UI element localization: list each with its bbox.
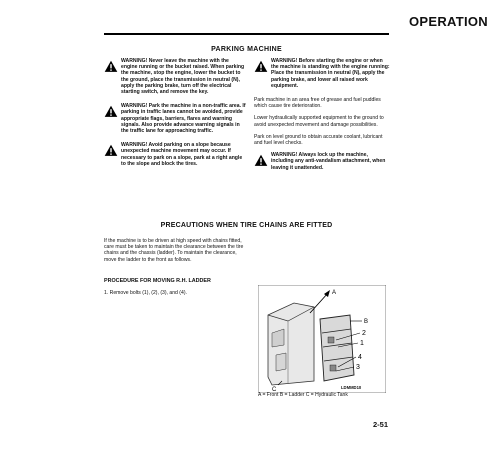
label-3: 3 — [356, 364, 360, 371]
warning-triangle-icon — [254, 154, 268, 167]
warning-block — [254, 58, 390, 89]
procedure-heading: PROCEDURE FOR MOVING R.H. LADDER — [104, 278, 211, 284]
label-1: 1 — [360, 340, 364, 347]
paragraph: Park on level ground to obtain accurate coolant, lubricant and fuel level checks. — [254, 133, 383, 147]
left-column — [104, 58, 246, 175]
section-header-title: OPERATION — [408, 14, 488, 29]
label-a: A — [332, 290, 337, 296]
label-b: B — [364, 319, 369, 325]
procedure-step: 1. Remove bolts (1), (2), (3), and (4). — [104, 290, 187, 296]
label-4: 4 — [358, 354, 362, 361]
paragraph: Lower hydraulically supported equipment to the ground to avoid unexpected movement and damage possibilities. — [254, 115, 384, 128]
figure-id: LDMMD10 — [341, 385, 362, 390]
warning-text: WARNING! Never leave the machine with the engine running or the bucket raised. When parking the machine, stop the engine, lower the bucket to the ground, place the transmission in neutral (N), apply the parking brake, turn off the electrical starting switch, and remove the key. — [121, 58, 245, 96]
warning-triangle-icon — [254, 60, 268, 73]
warning-triangle-icon — [104, 144, 118, 157]
page-number: 2-51 — [372, 420, 388, 429]
warning-block — [104, 103, 246, 134]
warning-triangle-icon — [104, 60, 118, 73]
paragraph: Park machine in an area free of grease and fuel puddles which cause tire deterioration. — [254, 97, 381, 110]
warning-block — [254, 152, 390, 171]
warning-text: WARNING! Avoid parking on a slope because unexpected machine movement may occur. If necessary to park on a slope, park at a right angle to the slope and block the tires. — [121, 142, 243, 167]
label-2: 2 — [362, 330, 366, 337]
warning-text: WARNING! Always lock up the machine, including any anti-vandalism attachment, when leaving it unattended. — [271, 152, 386, 171]
figure-caption: A = Front B = Ladder C = Hydraulic Tank — [258, 392, 348, 398]
warning-block — [104, 142, 246, 167]
warning-text: WARNING! Park the machine in a non-traffic area. If parking in traffic lanes cannot be avoided, provide appropriate flags, barriers, flares and warning signals. Also provide advance warning signals in the traffic lane for approaching traffic. — [121, 103, 246, 135]
chains-paragraph: If the machine is to be driven at high speed with chains fitted, care must be taken to maintain the clearance between the tire chains and the chassis (ladder). To maintain the clearance, move the ladder to the front as follows. — [104, 238, 244, 263]
warning-block — [104, 58, 246, 95]
header-divider — [104, 33, 389, 35]
warning-text: WARNING! Before starting the engine or when the machine is standing with the engine running: Place the transmission in neutral (N), apply the parking brake, and lower all raised work equipment. — [271, 58, 390, 89]
label-c: C — [272, 387, 277, 393]
ladder-figure — [258, 285, 386, 393]
warning-triangle-icon — [104, 105, 118, 118]
chains-section-title: PRECAUTIONS WHEN TIRE CHAINS ARE FITTED — [160, 222, 333, 229]
parking-section-title: PARKING MACHINE — [211, 46, 282, 53]
right-column — [254, 58, 390, 179]
